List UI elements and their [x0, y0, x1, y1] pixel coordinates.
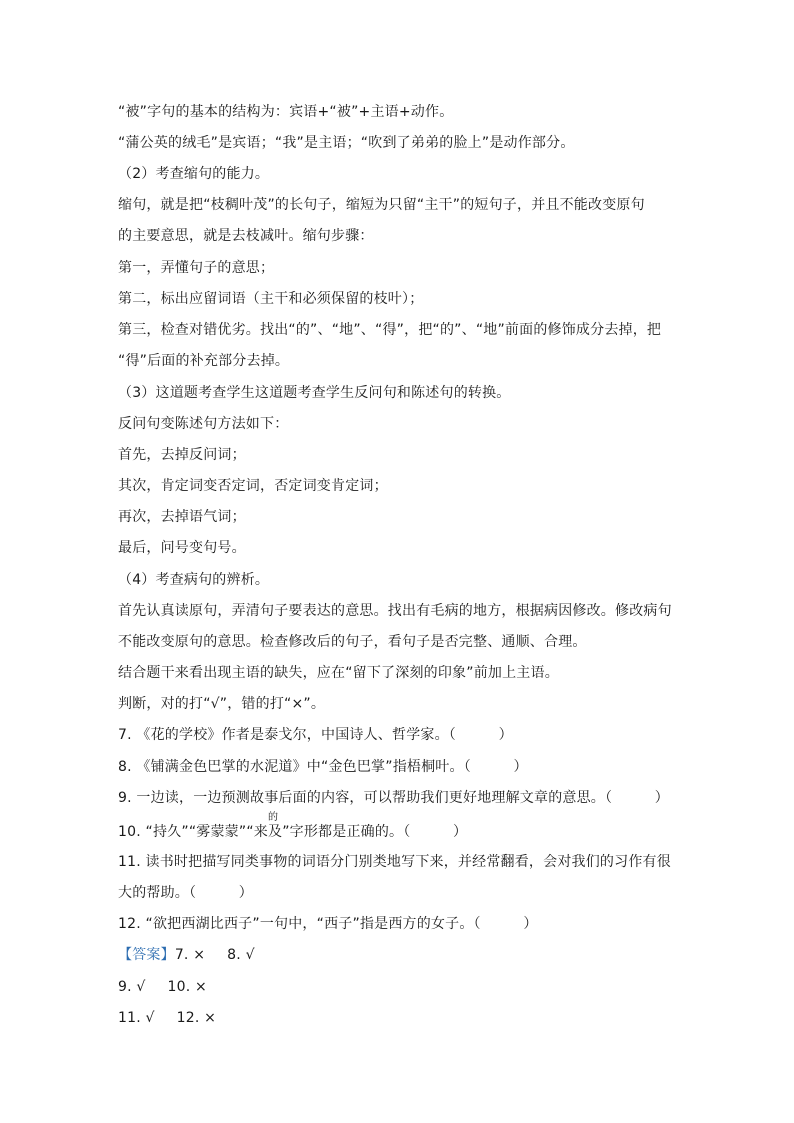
bingju-line3: 结合题干来看出现主语的缺失，应在“留下了深刻的印象”前加上主语。 [118, 665, 559, 681]
question-10 [118, 812, 678, 842]
fanwen-step1: 首先，去掉反问词； [118, 447, 246, 463]
answer-row-2 [118, 977, 678, 997]
suoju-step2: 第二，标出应留词语（主干和必须保留的枝叶）； [118, 291, 424, 307]
answer-7: 7. × [174, 947, 206, 963]
answer-10: 10. × [167, 979, 207, 995]
point3-heading: （3）这道题考查学生这道题考查学生反问句和陈述句的转换。 [118, 385, 511, 401]
bingju-line2: 不能改变原句的意思。检查修改后的句子，看句子是否完整、通顺、合理。 [118, 634, 587, 650]
answer-row-3 [118, 1008, 678, 1028]
suoju-step3-line1: 第三，检查对错优劣。找出“的”、“地”、“得”，把“的”、“地”前面的修饰成分去掉，把 [118, 322, 662, 338]
fanwen-intro: 反问句变陈述句方法如下： [118, 416, 289, 432]
bei-structure-text: “被”字句的基本的结构为：宾语+“被”+主语+动作。 [118, 104, 454, 120]
point2-heading: （2）考查缩句的能力。 [118, 166, 270, 182]
question-11-line1: 11. 读书时把描写同类事物的词语分门别类地写下来，并经常翻看，会对我们的习作有很 [118, 854, 671, 870]
suoju-definition-line1: 缩句，就是把“枝稠叶茂”的长句子，缩短为只留“主干”的短句子，并且不能改变原句 [118, 197, 645, 213]
point4-heading: （4）考查病句的辨析。 [118, 572, 270, 588]
answer-row-1 [118, 945, 678, 965]
suoju-step3-line2: “得”后面的补充部分去掉。 [118, 353, 290, 369]
answer-11: 11. √ [118, 1010, 155, 1026]
fanwen-step2: 其次，肯定词变否定词，否定词变肯定词； [118, 478, 388, 494]
fanwen-step4: 最后，问号变句号。 [118, 540, 246, 556]
answer-8: 8. √ [227, 947, 255, 963]
question-7: 7. 《花的学校》作者是泰戈尔，中国诗人、哲学家。（ ） [118, 727, 513, 743]
question-10-ruby-annotation: 的 [267, 812, 279, 823]
answer-12: 12. × [176, 1010, 217, 1026]
question-10-ruby [267, 812, 283, 842]
question-10-prefix: 10. “持久”“雾蒙蒙”“来 [118, 824, 268, 840]
bingju-line1: 首先认真读原句，弄清句子要表达的意思。找出有毛病的地方，根据病因修改。修改病句 [118, 603, 672, 619]
question-12: 12. “欲把西湖比西子”一句中，“西子”指是西方的女子。（ ） [118, 916, 538, 932]
suoju-definition-line2: 的主要意思，就是去枝减叶。缩句步骤： [118, 228, 374, 244]
bei-example-text: “蒲公英的绒毛”是宾语；“我”是主语；“吹到了弟弟的脸上”是动作部分。 [118, 135, 575, 151]
answer-label: 【答案】 [118, 947, 175, 963]
question-9: 9. 一边读，一边预测故事后面的内容，可以帮助我们更好地理解文章的意思。（ ） [118, 790, 670, 806]
judge-instruction: 判断，对的打“√”，错的打“×”。 [118, 696, 326, 712]
question-11-line2: 大的帮助。（ ） [118, 885, 253, 901]
fanwen-step3: 再次，去掉语气词； [118, 509, 246, 525]
question-10-suffix: ”字形都是正确的。（ ） [282, 824, 468, 840]
answer-9: 9. √ [118, 979, 146, 995]
question-8: 8. 《铺满金色巴掌的水泥道》中“金色巴掌”指梧桐叶。（ ） [118, 759, 528, 775]
question-10-ruby-base: 及 [267, 824, 283, 840]
suoju-step1: 第一，弄懂句子的意思； [118, 260, 275, 276]
